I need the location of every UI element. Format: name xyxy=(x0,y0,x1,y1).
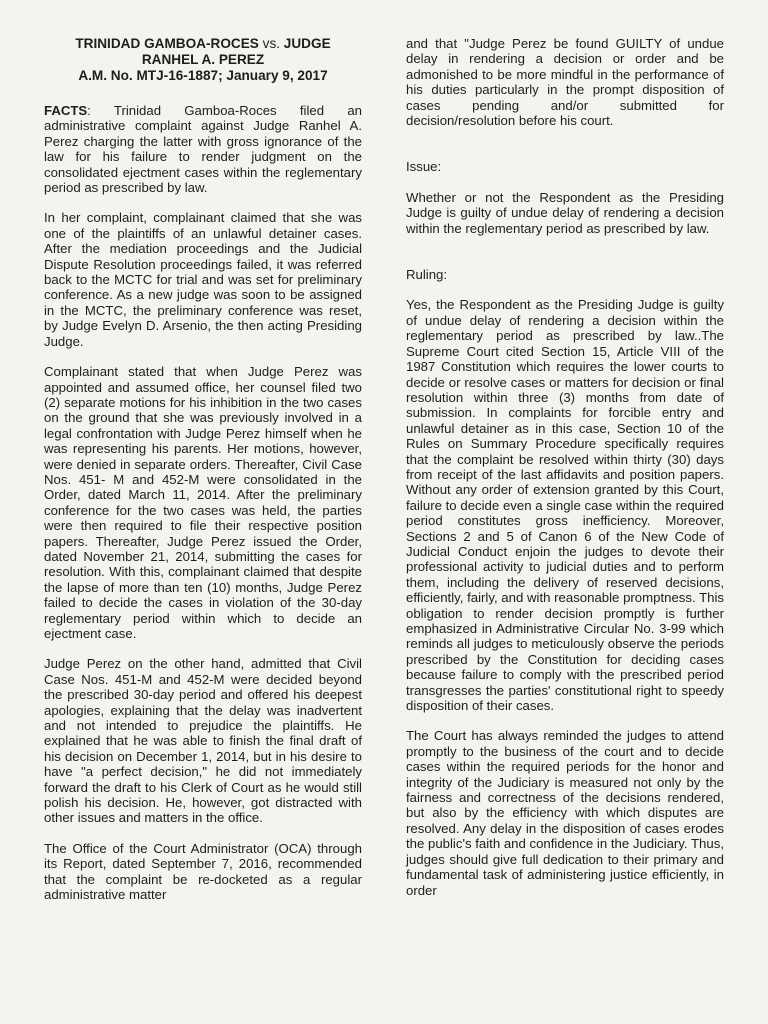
case-title xyxy=(44,36,362,84)
case-docket: A.M. No. MTJ-16-1887; January 9, 2017 xyxy=(78,68,328,83)
left-column xyxy=(44,36,362,918)
respondent-title: JUDGE xyxy=(283,36,331,51)
facts-complaint-paragraph: In her complaint, complainant claimed that she was one of the plaintiffs of an unlawful detainer cases. After the mediation proceedings and the Judicial Dispute Resolution proceedings failed, it was referred back to the MCTC for trial and was set for preliminary conference. As a new judge was soon to be assigned in the MCTC, the preliminary conference was reset, by Judge Evelyn D. Arsenio, the then acting Presiding Judge. xyxy=(44,210,362,349)
facts-paragraph xyxy=(44,103,362,195)
ruling-paragraph-2: The Court has always reminded the judges to attend promptly to the business of the court and to decide cases within the required periods for the honor and integrity of the Judiciary is measured not only by the fairness and correctness of the decisions rendered, but also by the efficiency with which disputes are resolved. Any delay in the disposition of cases erodes the public's faith and confidence in the Judiciary. Thus, judges should give full dedication to their primary and fundamental task of administering justice efficiently, in order xyxy=(406,728,724,898)
issue-heading: Issue: xyxy=(406,159,442,175)
facts-intro: : Trinidad Gamboa-Roces filed an administrative complaint against Judge Ranhel A. Perez charging the latter with gross ignorance of the law for his failure to render judgment on the consolidated ejectment cases within the reglementary period as prescribed by law. xyxy=(44,103,362,196)
facts-continuation: and that "Judge Perez be found GUILTY of undue delay in rendering a decision or order and be admonished to be more mindful in the performance of his duties particularly in the prompt disposition of cases pending and/or submitted for decision/resolution before his court. xyxy=(406,36,724,129)
ruling-heading: Ruling: xyxy=(406,267,448,283)
ruling-paragraph-1: Yes, the Respondent as the Presiding Judge is guilty of undue delay of rendering a decision within the reglementary period as prescribed by law..The Supreme Court cited Section 15, Article VIII of the 1987 Constitution which requires the lower courts to decide or resolve cases or matters for decision or final resolution within three (3) months from date of submission. In complaints for forcible entry and unlawful detainer as in this case, Section 10 of the Rules on Summary Procedure specifically requires that the complaint be resolved within thirty (30) days from receipt of the last affidavits and position papers. Without any order of extension granted by this Court, failure to decide even a single case within the required period constitutes gross inefficiency. Moreover, Sections 2 and 5 of Canon 6 of the New Code of Judicial Conduct enjoin the judges to devote their professional activity to judicial duties and to perform them, including the delivery of reserved decisions, efficiently, fairly, and with reasonable promptness. This obligation to render decision promptly is further emphasized in Administrative Circular No. 3-99 which reminds all judges to meticulously observe the periods prescribed by the Constitution for deciding cases because failure to comply with the prescribed period transgresses the parties' constitutional right to speedy disposition of their cases. xyxy=(406,297,724,714)
facts-label: FACTS xyxy=(44,103,88,118)
case-title-line-2: RANHEL A. PEREZ xyxy=(141,52,265,67)
facts-oca-paragraph: The Office of the Court Administrator (OCA) through its Report, dated September 7, 2016, recommended that the complaint be re-docketed as a regular administrative matter xyxy=(44,840,362,903)
complainant-name: TRINIDAD GAMBOA-ROCES xyxy=(75,36,259,51)
facts-respondent-paragraph: Judge Perez on the other hand, admitted that Civil Case Nos. 451-M and 452-M were decided beyond the prescribed 30-day period and offered his deepest apologies, explaining that the delay was inadvertent and not intended to prejudice the plaintiffs. He explained that he was able to finish the final draft of his decision on December 1, 2014, but in his desire to have "a perfect decision," he did not immediately forward the draft to his Clerk of Court as he would still polish his decision. He, however, got distracted with other issues and matters in the office. xyxy=(44,656,362,826)
facts-motions-paragraph: Complainant stated that when Judge Perez was appointed and assumed office, her counsel filed two (2) separate motions for his inhibition in the two cases on the ground that she was previously involved in a legal confrontation with Judge Perez himself when he was representing his parents. Her motions, however, were denied in separate orders. Thereafter, Civil Case Nos. 451- M and 452-M were consolidated in the Order, dated March 11, 2014. After the preliminary conference for the two cases was held, the parties were then required to file their respective position papers. Thereafter, Judge Perez issued the Order, dated November 21, 2014, submitting the cases for resolution. With this, complainant claimed that despite the lapse of more than ten (10) months, Judge Perez failed to decide the cases in violation of the 30-day reglementary period within which to decide an ejectment case. xyxy=(44,364,362,641)
versus-text: vs. xyxy=(262,36,281,51)
issue-text: Whether or not the Respondent as the Presiding Judge is guilty of undue delay of rendering a decision within the reglementary period as prescribed by law. xyxy=(406,189,724,236)
right-column xyxy=(406,36,724,913)
case-title-line-1 xyxy=(44,36,362,52)
